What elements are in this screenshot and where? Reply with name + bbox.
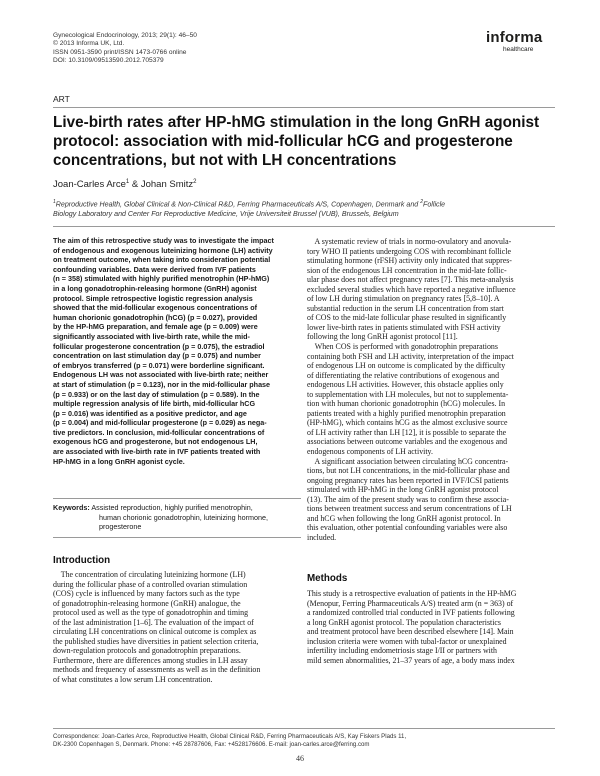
- text-line: a randomized controlled trial conducted in IVF patients following: [307, 608, 515, 618]
- text-line: This study is a retrospective evaluation of patients in the HP-hMG: [307, 589, 517, 598]
- abstract-line: Endogenous LH was not associated with live-birth rate; neither: [53, 370, 269, 380]
- author-list: [53, 179, 196, 190]
- abstract-line: The aim of this retrospective study was to investigate the impact: [53, 236, 274, 245]
- abstract-line: human chorionic gonadotrophin (hCG) (p = 0.027), provided: [53, 312, 258, 322]
- introduction-body: [53, 570, 301, 685]
- title-divider: [53, 226, 555, 227]
- abstract-line: protocol. Simple retrospective logistic regression analysis: [53, 293, 253, 303]
- abstract-divider: [53, 498, 301, 499]
- text-line: of differentiating the relative contributions of exogenous and: [307, 370, 500, 380]
- affiliation-mark: 2: [420, 199, 424, 205]
- text-line: The concentration of circulating luteinizing hormone (LH): [53, 570, 246, 579]
- affiliation-mark: 1: [53, 199, 56, 205]
- abstract-line: confounding variables. Data were derived from IVF patients: [53, 264, 256, 274]
- abstract-line: are associated with live-birth rate in IVF patients treated with: [53, 447, 261, 457]
- article-type-label: ART: [53, 94, 70, 104]
- abstract-line: by the HP-hMG preparation, and female age (p = 0.009) were: [53, 322, 258, 332]
- text-line: stimulating hormone (rFSH) activity only indicated that suppres-: [307, 256, 512, 266]
- text-line: protocol used as well as the type of gonadotrophin and timing: [53, 608, 249, 618]
- text-line: lower live-birth rates in patients stimulated with FSH activity: [307, 322, 501, 332]
- issn-line: ISSN 0951-3590 print/ISSN 1473-0766 online: [53, 48, 187, 56]
- text-line: (COS) cycle is influenced by many factors such as the type: [53, 589, 240, 599]
- text-line: included.: [307, 532, 337, 542]
- text-line: (HP-hMG), which contains hCG as the almost exclusive source: [307, 418, 508, 428]
- text-line: sion of the endogenous LH concentration in the mid-late follic-: [307, 265, 507, 275]
- text-line: endogenous components of LH activity.: [307, 447, 433, 457]
- text-line: of the last administration [1–6]. The evaluation of the impact of: [53, 617, 254, 627]
- doi-line: DOI: 10.3109/09513590.2012.705379: [53, 56, 164, 64]
- text-line: ongoing pregnancy rates has been reported in IVF/ICSI patients: [307, 475, 509, 485]
- text-line: tions, but not LH concentrations, in the mid-follicular phase and: [307, 466, 510, 476]
- title-line: protocol: association with mid-follicular hCG and progesterone: [53, 133, 513, 151]
- text-line: down-regulation protocols and gonadotrophin preparations.: [53, 646, 241, 656]
- header-divider: [53, 107, 555, 108]
- abstract-line: concentration on last stimulation day (p = 0.075) and number: [53, 351, 261, 361]
- keywords-text: human chorionic gonadotrophin, luteinizing hormone,: [99, 512, 269, 522]
- correspondence-footer: [53, 733, 406, 749]
- text-line: this evaluation, other potential confounding variables were also: [307, 523, 508, 533]
- text-line: When COS is performed with gonadotrophin preparations: [307, 342, 498, 352]
- author-affiliation-mark: 1: [125, 179, 130, 185]
- text-line: of COS to the mid-late follicular phase resulted in significantly: [307, 313, 507, 323]
- text-line: circulating LH concentrations on clinical outcome is complex as: [53, 627, 257, 637]
- text-line: following the long GnRH agonist protocol [11].: [307, 332, 458, 342]
- affiliation-text: Reproductive Health, Global Clinical & Non-Clinical R&D, Ferring Pharmaceuticals A/S, Copenhagen, Denmark and: [55, 200, 421, 209]
- text-line: during the follicular phase of a controlled ovarian stimulation: [53, 579, 248, 589]
- text-line: substantial reduction in the serum LH concentration from start: [307, 303, 504, 313]
- abstract-line: HP-hMG in a long GnRH agonist cycle.: [53, 456, 185, 466]
- keywords-divider: [53, 537, 301, 538]
- text-line: of endogenous LH on outcome is complicated by the difficulty: [307, 361, 506, 371]
- text-line: the published studies have diversities in patient selection criteria,: [53, 636, 259, 646]
- text-line: and treatment protocol have been described elsewhere [14]. Main: [307, 627, 514, 637]
- title-line: Live-birth rates after HP-hMG stimulation in the long GnRH agonist: [53, 114, 540, 131]
- affiliation-text: Follicle: [423, 200, 446, 209]
- abstract-line: of endogenous and exogenous luteinizing hormone (LH) activity: [53, 245, 273, 255]
- text-line: excluded several studies which have reported a negative influence: [307, 284, 516, 294]
- journal-citation: Gynecological Endocrinology, 2013; 29(1): 46–50: [53, 32, 197, 39]
- author-separator: &: [129, 179, 141, 191]
- author-name: Johan Smitz: [140, 179, 194, 191]
- text-line: endogenous LH activities. However, this obstacle applies only: [307, 380, 504, 390]
- footer-divider: [53, 728, 555, 729]
- text-line: associations between outcome variables and the exogenous and: [307, 437, 508, 447]
- text-line: A significant association between circulating hCG concentra-: [307, 456, 509, 466]
- publisher-logo: [486, 30, 542, 53]
- text-line: containing both FSH and LH activity, interpretation of the impact: [307, 351, 514, 361]
- text-line: to supplementation with LH molecules, but not to supplementa-: [307, 389, 509, 399]
- text-line: (Menopur, Ferring Pharmaceuticals A/S) treated arm (n = 363) of: [307, 598, 514, 608]
- abstract-line: multiple regression analysis of life birth, mid-follicular hCG: [53, 399, 256, 409]
- text-line: (13). The aim of the present study was to confirm these associa-: [307, 494, 509, 504]
- abstract: [53, 236, 300, 466]
- abstract-line: (p = 0.004) and mid-follicular progesterone (p = 0.029) as nega-: [53, 418, 267, 428]
- abstract-line: significantly associated with live-birth rate, while the mid-: [53, 331, 250, 341]
- abstract-line: on treatment outcome, when taking into consideration potential: [53, 255, 271, 265]
- logo-brand: informa: [486, 29, 543, 46]
- methods-body: [307, 589, 555, 665]
- abstract-line: exogenous hCG and progesterone, but not endogenous LH,: [53, 437, 258, 447]
- text-line: tions between treatment success and serum concentrations of LH: [307, 504, 512, 514]
- text-line: of what constitutes a low serum LH concentration.: [53, 675, 213, 685]
- title-line: concentrations, but not with LH concentrations: [53, 152, 397, 170]
- introduction-heading: Introduction: [53, 555, 111, 566]
- text-line: mild semen abnormalities, 21–37 years of age, a body mass index: [307, 655, 515, 665]
- affiliation-text: Biology Laboratory and Center For Reproductive Medicine, Vrije Universiteit Brussel (VUB), Brussels, Belgium: [53, 210, 399, 219]
- text-line: A systematic review of trials in normo-ovulatory and anovula-: [307, 237, 512, 246]
- keywords-text: Assisted reproduction, highly purified menotrophin,: [89, 503, 253, 512]
- text-line: infertility including endometriosis stage I/II or partners with: [307, 646, 497, 656]
- text-line: of low LH during stimulation on pregnancy rates [5,8–10]. A: [307, 294, 500, 304]
- affiliations: [53, 197, 553, 219]
- abstract-line: of embryos transferred (p = 0.071) were borderline significant.: [53, 360, 265, 370]
- text-line: of gonadotrophin-releasing hormone (GnRH) analogue, the: [53, 598, 241, 608]
- text-line: ular phase does not affect pregnancy rates [7]. This meta-analysis: [307, 275, 514, 285]
- keywords-text: progesterone: [99, 522, 142, 532]
- journal-header: [53, 32, 197, 65]
- copyright-line: © 2013 Informa UK, Ltd.: [53, 40, 125, 48]
- author-affiliation-mark: 2: [193, 179, 197, 185]
- abstract-line: tive predictors. In conclusion, mid-follicular concentrations of: [53, 427, 265, 437]
- text-line: and hCG when following the long GnRH agonist protocol. In: [307, 513, 501, 523]
- keywords-label: Keywords:: [53, 503, 90, 512]
- abstract-line: follicular progesterone concentration (p = 0.075), the estradiol: [53, 341, 265, 351]
- correspondence-line: Correspondence: Joan-Carles Arce, Reproductive Health, Global Clinical R&D, Ferring Pharmaceuticals A/S, Kay Fiskers Plads 11,: [53, 733, 407, 740]
- keywords: [53, 503, 300, 532]
- right-column-body: [307, 237, 555, 543]
- page-number: 46: [296, 754, 304, 763]
- abstract-line: at start of stimulation (p = 0.123), nor in the mid-follicular phase: [53, 379, 271, 389]
- text-line: a long GnRH agonist protocol. The population characteristics: [307, 617, 502, 627]
- abstract-line: (p = 0.933) or on the last day of stimulation (p = 0.589). In the: [53, 389, 260, 399]
- text-line: Furthermore, there are differences among studies in LH assay: [53, 655, 248, 665]
- text-line: stimulated with HP-hMG in the long GnRH agonist protocol: [307, 485, 499, 495]
- methods-heading: Methods: [307, 573, 348, 584]
- abstract-line: (n = 358) stimulated with highly purified menotrophin (HP-hMG): [53, 274, 270, 284]
- abstract-line: showed that the mid-follicular exogenous concentrations of: [53, 303, 258, 313]
- text-line: of LH activity rather than LH [12], it is possible to separate the: [307, 427, 507, 437]
- author-name: Joan-Carles Arce: [53, 179, 126, 191]
- text-line: inclusion criteria were women with tubal-factor or unexplained: [307, 636, 507, 646]
- article-title: [53, 113, 553, 171]
- logo-subtitle: healthcare: [503, 46, 534, 53]
- text-line: methods and frequency of assessments as well as in the definition: [53, 665, 261, 675]
- text-line: patients treated with a highly purified menotrophin preparation: [307, 408, 506, 418]
- correspondence-line: DK-2300 Copenhagen S, Denmark. Phone: +45 28787606, Fax: +4528176606. E-mail: joan-carles.arce@ferring.com: [53, 741, 370, 748]
- text-line: tory WHO II patients undergoing COS with recombinant follicle: [307, 246, 511, 256]
- text-line: tion with human chorionic gonadotrophin (hCG) molecules. In: [307, 399, 506, 409]
- abstract-line: (p = 0.016) was identified as a positive predictor, and age: [53, 408, 247, 418]
- abstract-line: in a long gonadotrophin-releasing hormone (GnRH) agonist: [53, 283, 257, 293]
